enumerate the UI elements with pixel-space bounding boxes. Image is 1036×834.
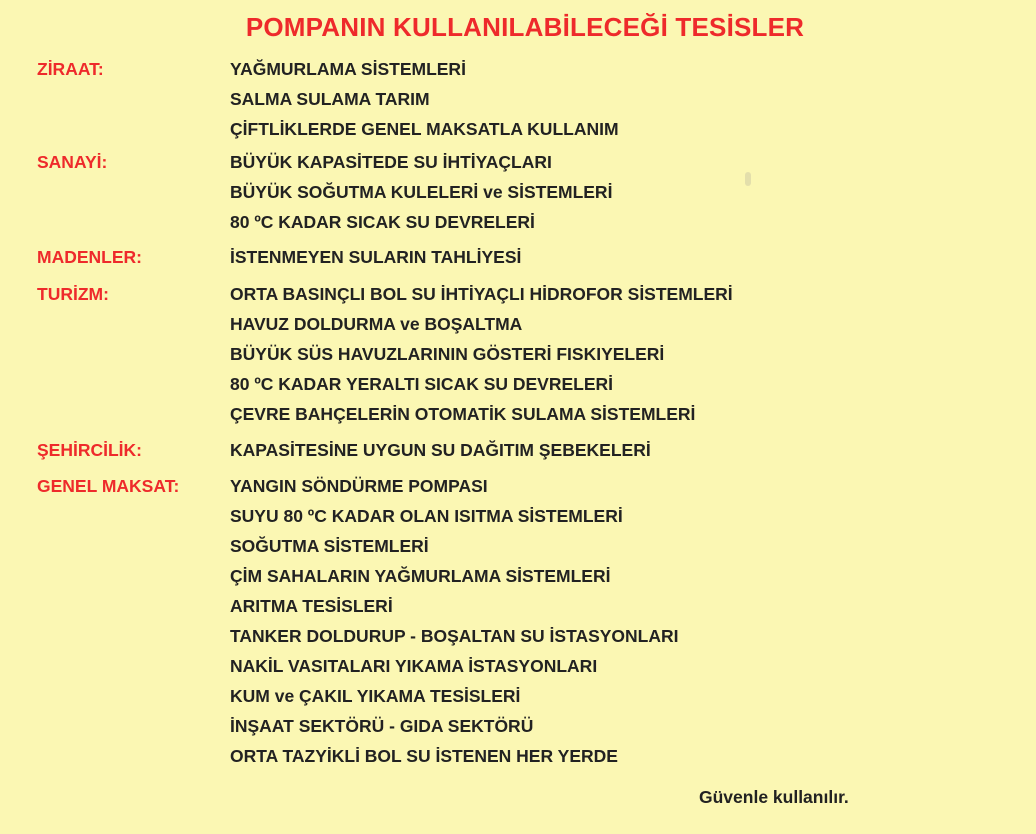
list-item: KUM ve ÇAKIL YIKAMA TESİSLERİ bbox=[230, 686, 521, 706]
list-item: 80 ºC KADAR SICAK SU DEVRELERİ bbox=[230, 212, 535, 232]
list-item: BÜYÜK SÜS HAVUZLARININ GÖSTERİ FISKIYELERİ bbox=[230, 344, 665, 364]
list-item: ORTA TAZYİKLİ BOL SU İSTENEN HER YERDE bbox=[230, 746, 618, 766]
page-title: POMPANIN KULLANILABİLECEĞİ TESİSLER bbox=[245, 12, 805, 42]
category-label: ZİRAAT: bbox=[37, 59, 104, 79]
list-item: BÜYÜK KAPASİTEDE SU İHTİYAÇLARI bbox=[230, 152, 552, 172]
item-list bbox=[230, 242, 521, 272]
list-item: SOĞUTMA SİSTEMLERİ bbox=[230, 536, 429, 556]
list-item: BÜYÜK SOĞUTMA KULELERİ ve SİSTEMLERİ bbox=[230, 182, 613, 202]
item-list bbox=[230, 471, 679, 771]
category-label: MADENLER: bbox=[37, 247, 142, 267]
item-list bbox=[230, 54, 619, 144]
list-item: ÇEVRE BAHÇELERİN OTOMATİK SULAMA SİSTEMLERİ bbox=[230, 404, 696, 424]
list-item: 80 ºC KADAR YERALTI SICAK SU DEVRELERİ bbox=[230, 374, 614, 394]
category-label: SANAYİ: bbox=[37, 152, 108, 172]
list-item: SALMA SULAMA TARIM bbox=[230, 89, 430, 109]
paper-speck bbox=[745, 172, 751, 186]
list-item: KAPASİTESİNE UYGUN SU DAĞITIM ŞEBEKELERİ bbox=[230, 440, 651, 460]
category-label: TURİZM: bbox=[37, 284, 109, 304]
list-item: HAVUZ DOLDURMA ve BOŞALTMA bbox=[230, 314, 523, 334]
list-item: İNŞAAT SEKTÖRÜ - GIDA SEKTÖRÜ bbox=[230, 716, 534, 736]
category-label: ŞEHİRCİLİK: bbox=[37, 440, 142, 460]
item-list bbox=[230, 435, 651, 465]
category-label: GENEL MAKSAT: bbox=[37, 476, 180, 496]
list-item: NAKİL VASITALARI YIKAMA İSTASYONLARI bbox=[230, 656, 598, 676]
list-item: ORTA BASINÇLI BOL SU İHTİYAÇLI HİDROFOR SİSTEMLERİ bbox=[230, 284, 733, 304]
item-list bbox=[230, 279, 733, 429]
list-item: YAĞMURLAMA SİSTEMLERİ bbox=[230, 59, 466, 79]
list-item: ARITMA TESİSLERİ bbox=[230, 596, 393, 616]
list-item: ÇİFTLİKLERDE GENEL MAKSATLA KULLANIM bbox=[230, 119, 619, 139]
list-item: İSTENMEYEN SULARIN TAHLİYESİ bbox=[230, 247, 522, 267]
list-item: YANGIN SÖNDÜRME POMPASI bbox=[230, 476, 488, 496]
list-item: TANKER DOLDURUP - BOŞALTAN SU İSTASYONLARI bbox=[230, 626, 679, 646]
list-item: ÇİM SAHALARIN YAĞMURLAMA SİSTEMLERİ bbox=[230, 566, 611, 586]
footer-note: Güvenle kullanılır. bbox=[699, 787, 849, 807]
list-item: SUYU 80 ºC KADAR OLAN ISITMA SİSTEMLERİ bbox=[230, 506, 623, 526]
item-list bbox=[230, 147, 612, 237]
